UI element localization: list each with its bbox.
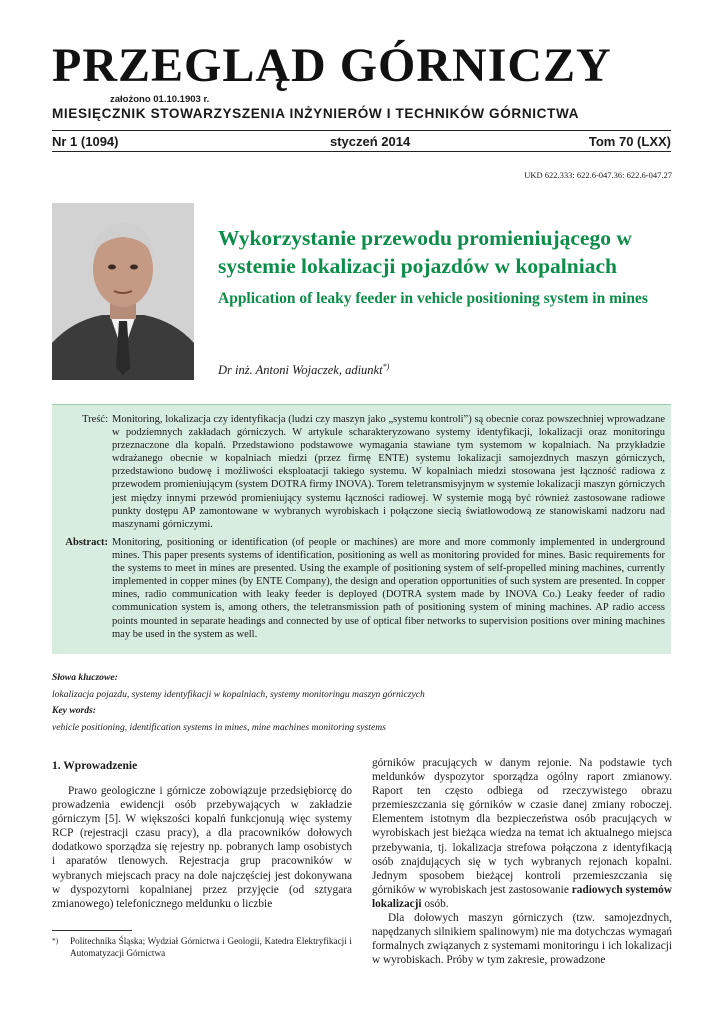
body-bold-text: radiowych systemów lokalizacji (372, 883, 672, 910)
abstract-pl-label: Treść: (82, 414, 108, 425)
footnote-mark: *) (52, 936, 59, 945)
masthead-rule-top (52, 130, 671, 131)
body-paragraph (372, 756, 672, 911)
issue-volume: Tom 70 (LXX) (588, 134, 671, 149)
body-text: górników pracujących w danym rejonie. Na podstawie tych meldunków dyspozytor sporządza ogólny raport zmianowy. Raport ten często odbiega od rzeczywistego obrazu przemieszczania się górników w czasie danej zmiany roboczej. Elementem istotnym dla bezpieczeństwa osób pracujących w wyrobiskach jest bieżąca wiedza na temat ich aktualnego miejsca przebywania, tj. lokalizacja strefowa połączona z identyfikacją osób znajdujących się w tych wybranych rejonach kopalni. Jednym sposobem bieżącej kontroli przemieszczania się górników w wyrobiskach jest zastosowanie (372, 757, 672, 896)
abstract-en-text: Monitoring, positioning or identification (of people or machines) are more and more commonly implemented in underground mines. This paper presents systems of identification, positioning as well as monitoring provided for mines. Basic requirements for the systems to meet in mines are presented. Using the example of positioning system of self-propelled mining machines, currently implemented in copper mines (by ENTE Company), the design and operation opportunities of such system are presented. In copper mines, radio communication with leaky feeder is deployed (DOTRA system made by INOVA Co.) Leaky feeder of radio communication system is, among others, the teletransmission path of positioning system of mining machines. AP radio access points mounted in separate headings and connected by use of optical fiber networks to supervision positions over mining machines may be used in the system as well. (112, 537, 665, 640)
article-title: Wykorzystanie przewodu promieniującego w systemie lokalizacji pojazdów w kopalniach (218, 226, 632, 278)
journal-title: PRZEGLĄD GÓRNICZY (52, 39, 612, 92)
body-left-column (52, 784, 352, 911)
masthead-rule-bottom (52, 151, 671, 152)
footnote (52, 935, 352, 959)
body-paragraph: Dla dołowych maszyn górniczych (tzw. samojezdnych, napędzanych silnikiem spalinowym) nie ma dotychczas wymagań formalnych związanych z systemami monitoringu i ich lokalizacji w wyrobiskach. Próby w tym zakresie, prowadzone (372, 912, 672, 967)
abstract-pl-text: Monitoring, lokalizacja czy identyfikacja (ludzi czy maszyn jako „systemu kontroli”) są obecnie coraz powszechniej wprowadzane w podziemnych zakładach górniczych. W artykule scharakteryzowano systemy identyfikacji, lokalizacji oraz monitoringu przeznaczone dla kopalń. Przedstawiono podstawowe wymagania stawiane tym systemom w kopalniach. Na przykładzie wdrażanego obecnie w kopalniach miedzi (przez firmę ENTE) systemu lokalizacji samojezdnych maszyn górniczych, przedstawiono budowę i możliwości eksploatacji takiego systemu. W kopalniach miedzi stosowana jest łączność radiowa z przewodem promieniującym (system DOTRA firmy INOVA). Torem teletransmisyjnym w systemie lokalizacji maszyn górniczych jest między innymi przewód promieniujący systemu łączności radiowej. W systemie mogą być również zastosowane radiowe punkty dostępu AP zamontowane w wybranych wyrobiskach i połączone siecią światłowodową ze stanowiskami nadzoru nad maszynami górniczymi. (112, 414, 665, 530)
abstract-en-label: Abstract: (65, 537, 108, 548)
author-photo (52, 203, 194, 380)
keywords-pl-label: Słowa kluczowe: (52, 672, 118, 683)
keywords-en-text: vehicle positioning, identification systems in mines, mine machines monitoring systems (52, 722, 386, 733)
abstract-pl (52, 413, 665, 531)
abstract-en (52, 536, 665, 641)
issue-date: styczeń 2014 (330, 134, 411, 149)
body-right-column (372, 756, 672, 967)
article-title-english: Application of leaky feeder in vehicle positioning system in mines (218, 290, 648, 307)
keywords-pl-text: lokalizacja pojazdu, systemy identyfikacji w kopalniach, systemy monitoringu maszyn górniczych (52, 689, 425, 700)
founded-date: założono 01.10.1903 r. (110, 94, 210, 105)
author-name: Dr inż. Antoni Wojaczek, adiunkt (218, 363, 383, 378)
article-author (218, 362, 389, 378)
masthead (52, 39, 672, 121)
ukd-code: UKD 622.333: 622.6-047.36: 622.6-047.27 (524, 170, 672, 180)
keywords-en-label: Key words: (52, 705, 96, 716)
author-footnote-mark: *) (382, 362, 390, 371)
footnote-text: Politechnika Śląska; Wydział Górnictwa i Geologii, Katedra Elektryfikacji i Automatyzacji Górnictwa (70, 936, 352, 958)
body-paragraph: Prawo geologiczne i górnicze zobowiązuje przedsiębiorcę do prowadzenia ewidencji osób przebywających w zakładzie górniczym [5]. W większości kopalń funkcjonują więc systemy RCP (rejestracji czasu pracy), a dla pracowników dołowych dodatkowo sporządza się rejestry np. pobranych lamp osobistych i aparatów tlenowych. Rejestracja grup pracowników w wybranych miejscach pracy na dole najczęściej jest dokonywana w dyspozytorni kopalnianej przez przyjęcie (od sztygara zmianowego) telefonicznego meldunku o liczbie (52, 785, 352, 910)
footnote-rule (52, 930, 132, 931)
issue-number: Nr 1 (1094) (52, 134, 119, 149)
body-text: osób. (421, 897, 449, 910)
abstract-box (52, 404, 671, 654)
journal-subtitle: MIESIĘCZNIK STOWARZYSZENIA INŻYNIERÓW I TECHNIKÓW GÓRNICTWA (52, 106, 580, 121)
section-heading: 1. Wprowadzenie (52, 760, 138, 772)
